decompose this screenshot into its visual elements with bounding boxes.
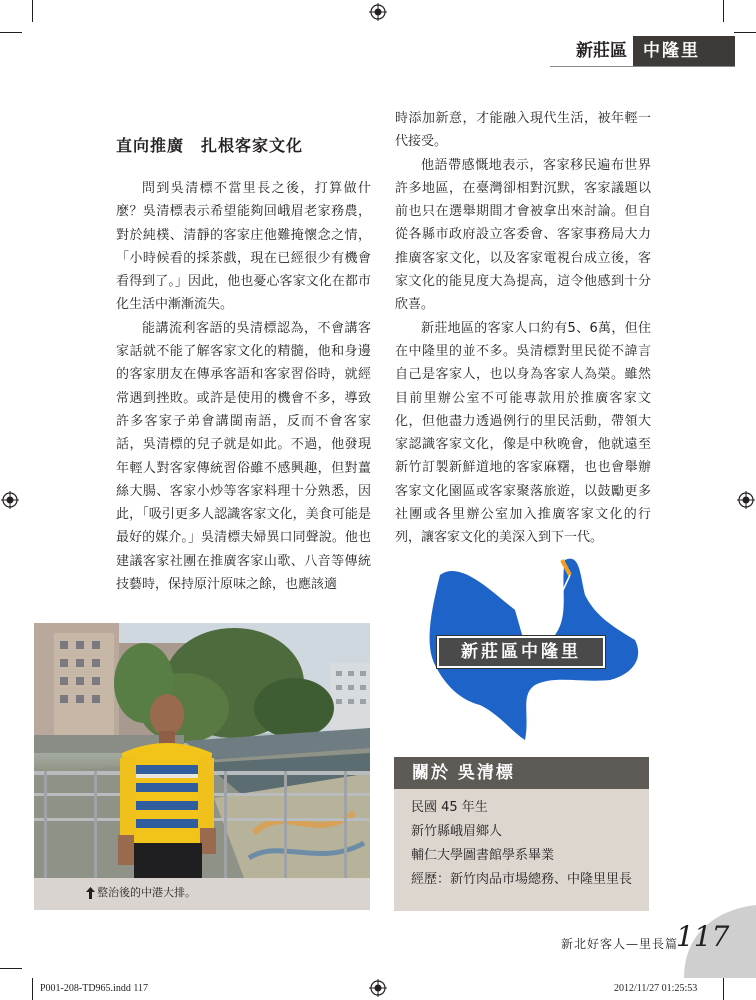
crop-mark <box>723 978 724 1000</box>
crop-mark <box>0 968 22 969</box>
crop-mark <box>734 32 756 33</box>
paragraph: 能講流利客語的吳清標認為，不會講客家話就不能了解客家文化的精髓，他和身邊的客家朋友在傳承客語和客家習俗時，就經常遇到挫敗。或許是使用的機會不多，導致許多客家子弟會講閩南語，反而不會客家話，吳清標的兒子就是如此。不過，他發現年輕人對客家傳統習俗雖不感興趣，但對薑絲大腸、客家小炒等客家料理十分熟悉，因此，「吸引更多人認識客家文化，美食可能是最好的媒介。」吳清標夫婦異口同聲說。他也建議客家社團在推廣客家山歌、八音等傳統技藝時，保持原汁原味之餘，也應該適 <box>116 320 371 593</box>
about-heading: 關於 吳清標 <box>394 757 649 789</box>
section-heading: 直向推廣 扎根客家文化 <box>116 136 304 155</box>
about-item: 經歷：新竹肉品市場總務、中隆里里長 <box>411 872 633 887</box>
about-item: 新竹縣峨眉鄉人 <box>411 824 503 839</box>
page-number: 117 <box>676 920 730 953</box>
paragraph-continuation: 時添加新意，才能融入現代生活，被年輕一代接受。 <box>395 111 651 150</box>
crop-mark <box>723 0 724 22</box>
slug-file: P001-208-TD965.indd 117 <box>40 983 148 994</box>
about-item: 民國 45 年生 <box>411 800 488 815</box>
crop-mark <box>0 32 22 33</box>
registration-mark-icon <box>369 3 387 21</box>
map-label: 新莊區中隆里 <box>437 636 605 668</box>
crop-mark <box>32 978 33 1000</box>
up-arrow-icon <box>86 887 95 899</box>
paragraph: 問到吳清標不當里長之後，打算做什麼？吳清標表示希望能夠回峨眉老家務農，對於純樸、清靜的客家庄他難掩懷念之情，「小時候看的採茶戲，現在已經很少有機會看得到了。」因此，他也憂心客家文化在都市化生活中漸漸流失。 <box>116 181 371 313</box>
registration-mark-icon <box>737 491 755 509</box>
photo-scene <box>34 623 370 878</box>
header-village: 中隆里 <box>633 36 735 66</box>
article-right-column <box>395 107 651 550</box>
book-title: 新北好客人—里長篇 <box>560 937 678 951</box>
slug-timestamp: 2012/11/27 01:25:53 <box>614 983 698 994</box>
header-district: 新莊區 <box>576 41 627 61</box>
crop-mark <box>32 0 33 22</box>
about-item: 輔仁大學圖書館學系畢業 <box>411 848 555 863</box>
about-list <box>411 796 643 892</box>
photo-caption: 整治後的中港大排。 <box>97 886 196 899</box>
paragraph: 他語帶感慨地表示，客家移民遍布世界許多地區，在臺灣卻相對沉默，客家議題以前也只在選舉期間才會被拿出來討論。但自從各縣市政府設立客委會、客家事務局大力推廣客家文化，以及客家電視台成立後，客家文化的能見度大為提高，這令他感到十分欣喜。 <box>395 157 651 313</box>
photo-zhonggang-canal <box>34 623 370 878</box>
paragraph: 新莊地區的客家人口約有5、6萬，但住在中隆里的並不多。吳清標對里民從不諱言自己是客家人，也以身為客家人為榮。雖然目前里辦公室不可能專款用於推廣客家文化，但他盡力透過例行的里民活動，帶領大家認識客家文化，像是中秋晚會，他就遠至新竹訂製新鮮道地的客家麻糬，也也會舉辦客家文化園區或客家聚落旅遊，以鼓勵更多社團或各里辦公室加入推廣客家文化的行列，讓客家文化的美深入到下一代。 <box>395 320 651 546</box>
article-left-column <box>116 177 371 596</box>
registration-mark-icon <box>1 491 19 509</box>
registration-mark-icon <box>369 979 387 997</box>
header-divider <box>550 66 735 67</box>
